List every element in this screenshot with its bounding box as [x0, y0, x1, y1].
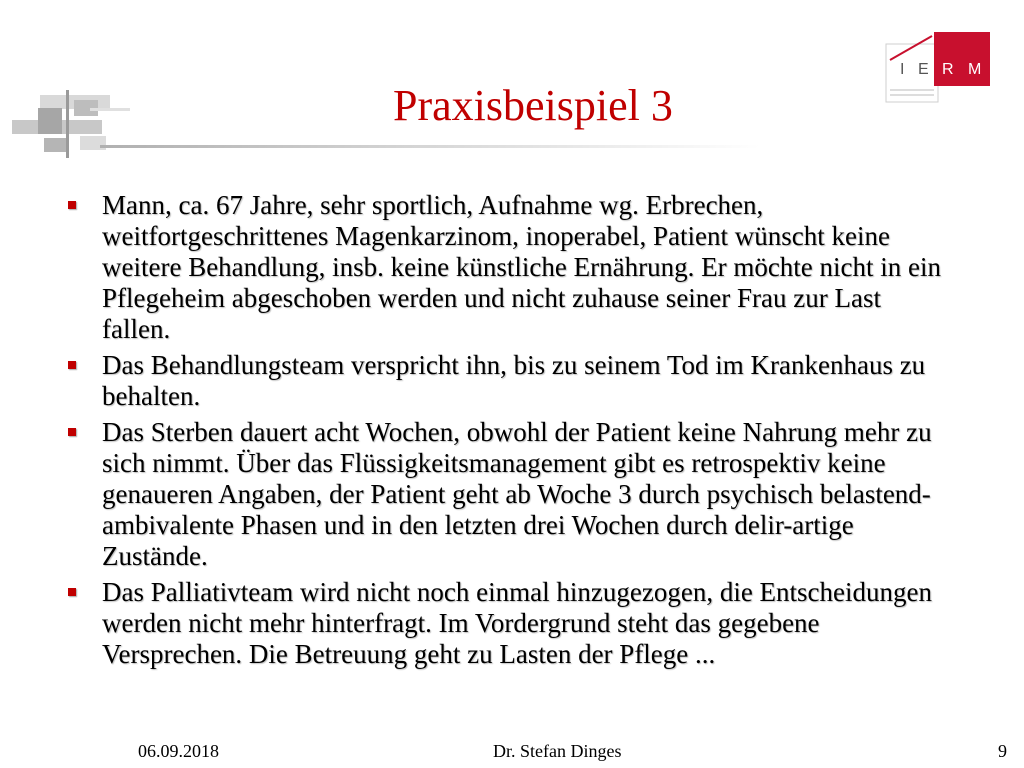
bullet-text: Mann, ca. 67 Jahre, sehr sportlich, Aufnahme wg. Erbrechen, weitfortgeschrittenes Magenkarzinom, inoperabel, Patient wünscht keine weitere Behandlung, insb. keine künstliche Ernährung. Er möchte nicht in ein Pflegeheim abgeschoben werden und nicht zuhause seiner Frau zur Last fallen.: [102, 190, 942, 344]
bullet-item: [66, 577, 946, 670]
square-bullet-icon: [68, 201, 76, 209]
bullet-item: [66, 190, 946, 345]
svg-text:E: E: [918, 61, 929, 78]
footer-author: Dr. Stefan Dinges: [493, 741, 622, 761]
bullet-item: [66, 417, 946, 572]
slide-title: Praxisbeispiel 3: [393, 81, 673, 130]
bullet-text: Das Behandlungsteam verspricht ihn, bis zu seinem Tod im Krankenhaus zu behalten.: [102, 350, 926, 411]
bullet-text: Das Sterben dauert acht Wochen, obwohl der Patient keine Nahrung mehr zu sich nimmt. Über das Flüssigkeitsmanagement gibt es retrospektiv keine genaueren Angaben, der Patient geht ab Woche 3 durch psychisch belastend-ambivalente Phasen und in den letzten drei Wochen durch delir-artige Zustände.: [102, 417, 932, 571]
svg-text:R: R: [942, 61, 954, 78]
bullet-item: [66, 350, 946, 412]
ierm-logo: [884, 30, 994, 110]
page-number: 9: [998, 741, 1007, 761]
bullet-list: [66, 190, 946, 675]
square-bullet-icon: [68, 588, 76, 596]
bullet-text: Das Palliativteam wird nicht noch einmal hinzugezogen, die Entscheidungen werden nicht mehr hinterfragt. Im Vordergrund steht das gegebene Versprechen. Die Betreuung geht zu Lasten der Pflege ...: [102, 577, 933, 669]
footer-date: 06.09.2018: [138, 741, 219, 761]
square-bullet-icon: [68, 428, 76, 436]
title-divider: [100, 145, 760, 148]
svg-text:I: I: [900, 61, 905, 78]
svg-text:M: M: [968, 61, 982, 78]
square-bullet-icon: [68, 361, 76, 369]
